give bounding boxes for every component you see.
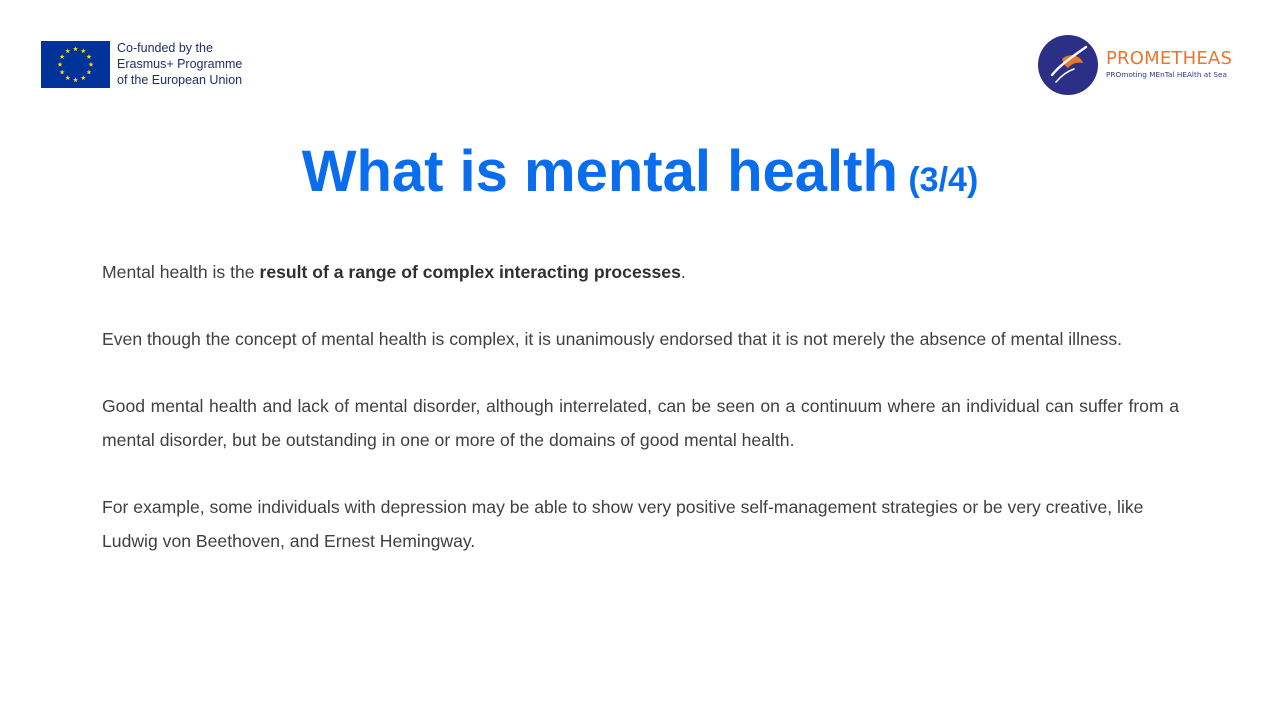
eu-star [89, 62, 94, 67]
paragraph-3: Good mental health and lack of mental disorder, although interrelated, can be seen on a continuum where an individual can suffer from a mental disorder, but be outstanding in one or more of the domains of good mental health. [102, 396, 1179, 450]
eu-star [58, 62, 63, 67]
p1-lead: Mental health is the [102, 262, 260, 282]
prometheas-name: PROMETHEAS [1106, 48, 1233, 69]
title-main: What is mental health [301, 139, 898, 204]
eu-star [60, 70, 65, 75]
eu-star [73, 46, 78, 51]
eu-flag-icon [41, 41, 110, 88]
paragraph-2: Even though the concept of mental health is complex, it is unanimously endorsed that it is not merely the absence of mental illness. [102, 329, 1123, 349]
prometheas-emblem-icon [1038, 35, 1098, 95]
body-text [102, 255, 1179, 591]
eu-star [65, 75, 70, 80]
eu-line-3: of the European Union [117, 72, 243, 87]
prometheas-logo [1038, 35, 1232, 95]
title-page-number: (3/4) [908, 161, 979, 199]
eu-funding-text [117, 41, 242, 88]
page-title [0, 138, 1280, 205]
paragraph-4: For example, some individuals with depression may be able to show very positive self-management strategies or be very creative, like Ludwig von Beethoven, and Ernest Hemingway. [102, 497, 1144, 551]
p1-emphasis: result of a range of complex interacting processes [259, 262, 681, 282]
eu-line-1: Co-funded by the [117, 41, 213, 55]
eu-star [60, 54, 65, 59]
eu-star [81, 48, 86, 53]
eu-star [86, 70, 91, 75]
paragraph-1 [102, 255, 1179, 289]
eu-stars-icon [41, 41, 110, 88]
eu-star [81, 75, 86, 80]
p1-end: . [680, 262, 686, 282]
eu-star [73, 77, 78, 82]
eu-star [65, 48, 70, 53]
eu-line-2: Erasmus+ Programme [117, 56, 243, 71]
prometheas-tagline: PROmoting MEnTal HEAlth at Sea [1106, 70, 1228, 79]
eu-star [86, 54, 91, 59]
eu-erasmus-logo [41, 41, 242, 88]
